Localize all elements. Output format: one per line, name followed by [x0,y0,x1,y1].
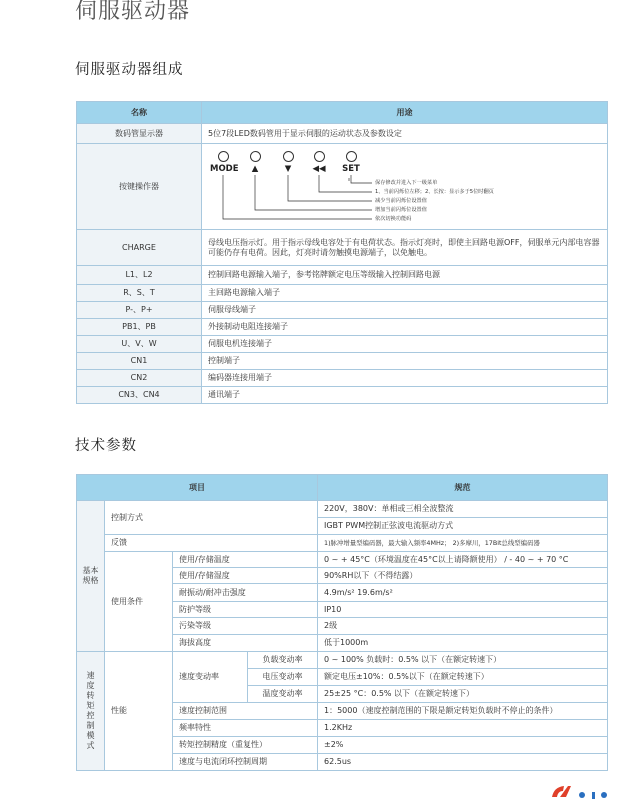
item-performance: 性能 [105,652,173,771]
mode-button[interactable]: MODE [210,151,236,175]
page-title: 伺服驱动器 [75,0,191,24]
item-feedback: 反馈 [105,535,318,552]
row-name: 按键操作器 [77,144,202,230]
sub-item: 使用/存储温度 [173,552,318,568]
row-name: L1、L2 [77,266,202,285]
spec-value: 1：5000（速度控制范围的下限是额定转矩负载时不停止的条件） [318,703,608,720]
row-use: 通讯端子 [202,387,608,404]
spec-value: 2级 [318,618,608,635]
col-header-name: 名称 [77,102,202,124]
sub-item: 防护等级 [173,602,318,618]
row-use: 控制回路电源输入端子，参考铭牌额定电压等级输入控制回路电源 [202,266,608,285]
spec-value: ±2% [318,737,608,754]
row-use: 伺服电机连接端子 [202,336,608,353]
row-use: 母线电压指示灯。用于指示母线电容处于有电荷状态。指示灯亮时，即使主回路电源OFF，伺服单元内部电容器可能仍存有电荷。因此，灯亮时请勿触摸电源端子，以免触电。 [202,230,608,266]
spec-value: IP10 [318,602,608,618]
sub-item: 耐振动/耐冲击强度 [173,584,318,602]
row-use: 控制端子 [202,353,608,370]
spec-value: 0 ~ + 45°C（环境温度在45°C以上请降额使用） / - 40 ~ + 70 °C [318,552,608,568]
spec-value: 90%RH以下（不得结露） [318,568,608,584]
col-header-item: 项目 [77,475,318,501]
row-use: 主回路电源输入端子 [202,285,608,302]
company-logo-icon [548,783,618,799]
sub-item: 频率特性 [173,720,318,737]
row-name: U、V、W [77,336,202,353]
row-name: 数码管显示器 [77,124,202,144]
spec-table [76,474,608,771]
spec-value: 25±25 °C：0.5% 以下（在额定转速下） [318,686,608,703]
row-name: P-、P+ [77,302,202,319]
set-button[interactable]: SET [338,151,364,175]
section-title-specs: 技术参数 [75,438,137,454]
sub-item: 速度与电流闭环控制周期 [173,754,318,771]
sub-item: 转矩控制精度（重复性） [173,737,318,754]
spec-value: 1.2KHz [318,720,608,737]
row-use: 伺服母线端子 [202,302,608,319]
key-note: 增加当前闪烁位设置值 [375,206,427,213]
group-speed-torque: 速度转矩控制模式 [77,652,105,771]
row-use: 外接制动电阻连接端子 [202,319,608,336]
item-speed-fluct: 速度变动率 [173,652,248,703]
sub-item: 污染等级 [173,618,318,635]
row-name: CN1 [77,353,202,370]
sub-item: 负载变动率 [248,652,318,669]
item-conditions: 使用条件 [105,552,173,652]
col-header-use: 用途 [202,102,608,124]
left-shift-button[interactable]: ◀◀ [306,151,332,175]
spec-value: 4.9m/s² 19.6m/s² [318,584,608,602]
row-name: PB1、PB [77,319,202,336]
row-name: CHARGE [77,230,202,266]
row-name: R、S、T [77,285,202,302]
row-use: 编码器连接用端子 [202,370,608,387]
sub-item: 使用/存储湿度 [173,568,318,584]
sub-item: 海拔高度 [173,635,318,652]
key-note: 减少当前闪烁位设置值 [375,197,427,204]
down-button[interactable]: ▼ [275,151,301,175]
spec-value: 低于1000m [318,635,608,652]
spec-value: 220V，380V：单相或三相全波整流 [318,501,608,518]
spec-value: 额定电压±10%：0.5%以下（在额定转速下） [318,669,608,686]
spec-value: 1)脉冲增量型编码器，最大输入频率4MHz； 2)多摩川，17Bit总线型编码器 [318,535,608,552]
key-note: 保存修改并进入下一级菜单 [375,179,438,186]
key-note: 依次切换功能码 [375,215,412,222]
row-use: 5位7段LED数码管用于显示伺服的运动状态及参数设定 [202,124,608,144]
spec-value: 62.5us [318,754,608,771]
sub-item: 速度控制范围 [173,703,318,720]
spec-value: IGBT PWM控制正弦波电流驱动方式 [318,518,608,535]
composition-table [76,101,608,404]
keypad-diagram [202,144,608,230]
col-header-spec: 规范 [318,475,608,501]
item-control-method: 控制方式 [105,501,318,535]
sub-item: 温度变动率 [248,686,318,703]
up-button[interactable]: ▲ [242,151,268,175]
section-title-composition: 伺服驱动器组成 [75,62,184,78]
spec-value: 0 ~ 100% 负载时：0.5% 以下（在额定转速下） [318,652,608,669]
row-name: CN3、CN4 [77,387,202,404]
row-name: CN2 [77,370,202,387]
key-note: 1、当前闪烁位左移；2、长按：显示多于5位时翻页 [375,188,494,195]
group-basic: 基本规格 [77,501,105,652]
sub-item: 电压变动率 [248,669,318,686]
